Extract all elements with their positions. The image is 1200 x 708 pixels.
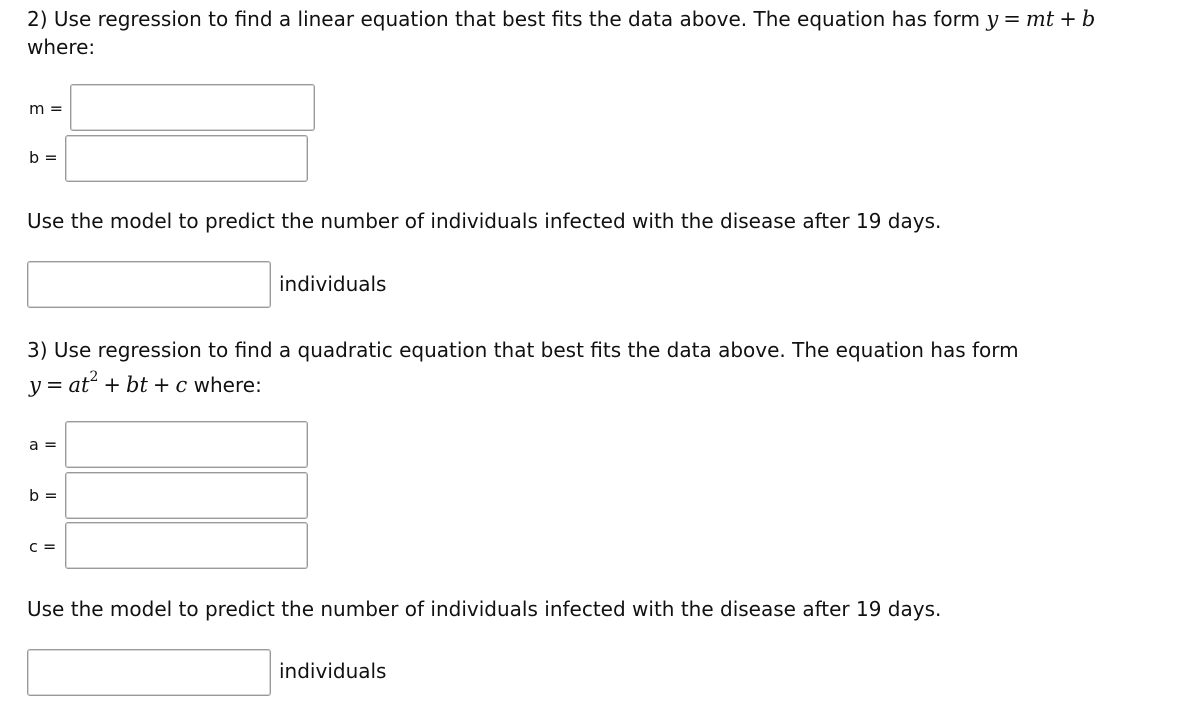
q2-b-input[interactable]	[65, 135, 308, 182]
q3-eq-equals: =	[45, 373, 64, 397]
q2-where: where:	[27, 35, 96, 59]
q3-eq-t-2: t	[139, 373, 148, 397]
q2-eq-equals: =	[1003, 7, 1021, 31]
q3-equation	[29, 369, 188, 397]
q2-predict-input[interactable]	[27, 261, 271, 308]
q3-prompt: 3) Use regression to find a quadratic equation that best fits the data above. The equation has form	[27, 338, 1019, 362]
q2-prompt-line	[27, 4, 1095, 34]
q2-prompt: 2) Use regression to find a linear equation that best fits the data above. The equation has form	[27, 7, 980, 31]
q3-eq-b: b	[126, 373, 140, 397]
q3-predict-prompt: Use the model to predict the number of individuals infected with the disease after 19 days.	[27, 597, 942, 621]
q2-predict-prompt: Use the model to predict the number of individuals infected with the disease after 19 days.	[27, 209, 942, 233]
q2-predict-unit: individuals	[279, 272, 387, 296]
q2-eq-m: m	[1025, 7, 1046, 31]
q2-m-label: m =	[29, 99, 64, 118]
q3-eq-plus-2: +	[152, 373, 171, 397]
q3-eq-exponent: 2	[89, 369, 99, 385]
q2-equation	[986, 7, 1095, 31]
q3-predict-input[interactable]	[27, 649, 271, 696]
q3-eq-y: y	[29, 373, 41, 397]
q3-c-label: c =	[29, 537, 57, 556]
q2-b-label: b =	[29, 148, 58, 167]
q3-where: where:	[193, 373, 262, 397]
q3-a-label: a =	[29, 435, 58, 454]
q2-m-input[interactable]	[70, 84, 315, 131]
q2-eq-y: y	[986, 7, 999, 31]
q3-equation-line	[29, 365, 262, 400]
q3-b-label: b =	[29, 486, 58, 505]
q3-eq-c: c	[175, 373, 188, 397]
q3-c-input[interactable]	[65, 522, 308, 569]
q3-b-input[interactable]	[65, 472, 308, 519]
q3-a-input[interactable]	[65, 421, 308, 468]
q3-eq-plus-1: +	[103, 373, 121, 397]
q3-predict-unit: individuals	[279, 659, 387, 683]
q2-eq-b: b	[1081, 7, 1096, 31]
q2-eq-plus: +	[1059, 7, 1077, 31]
q2-eq-t: t	[1045, 7, 1055, 31]
q3-eq-t: t	[81, 373, 90, 397]
q3-eq-a: a	[68, 373, 82, 397]
